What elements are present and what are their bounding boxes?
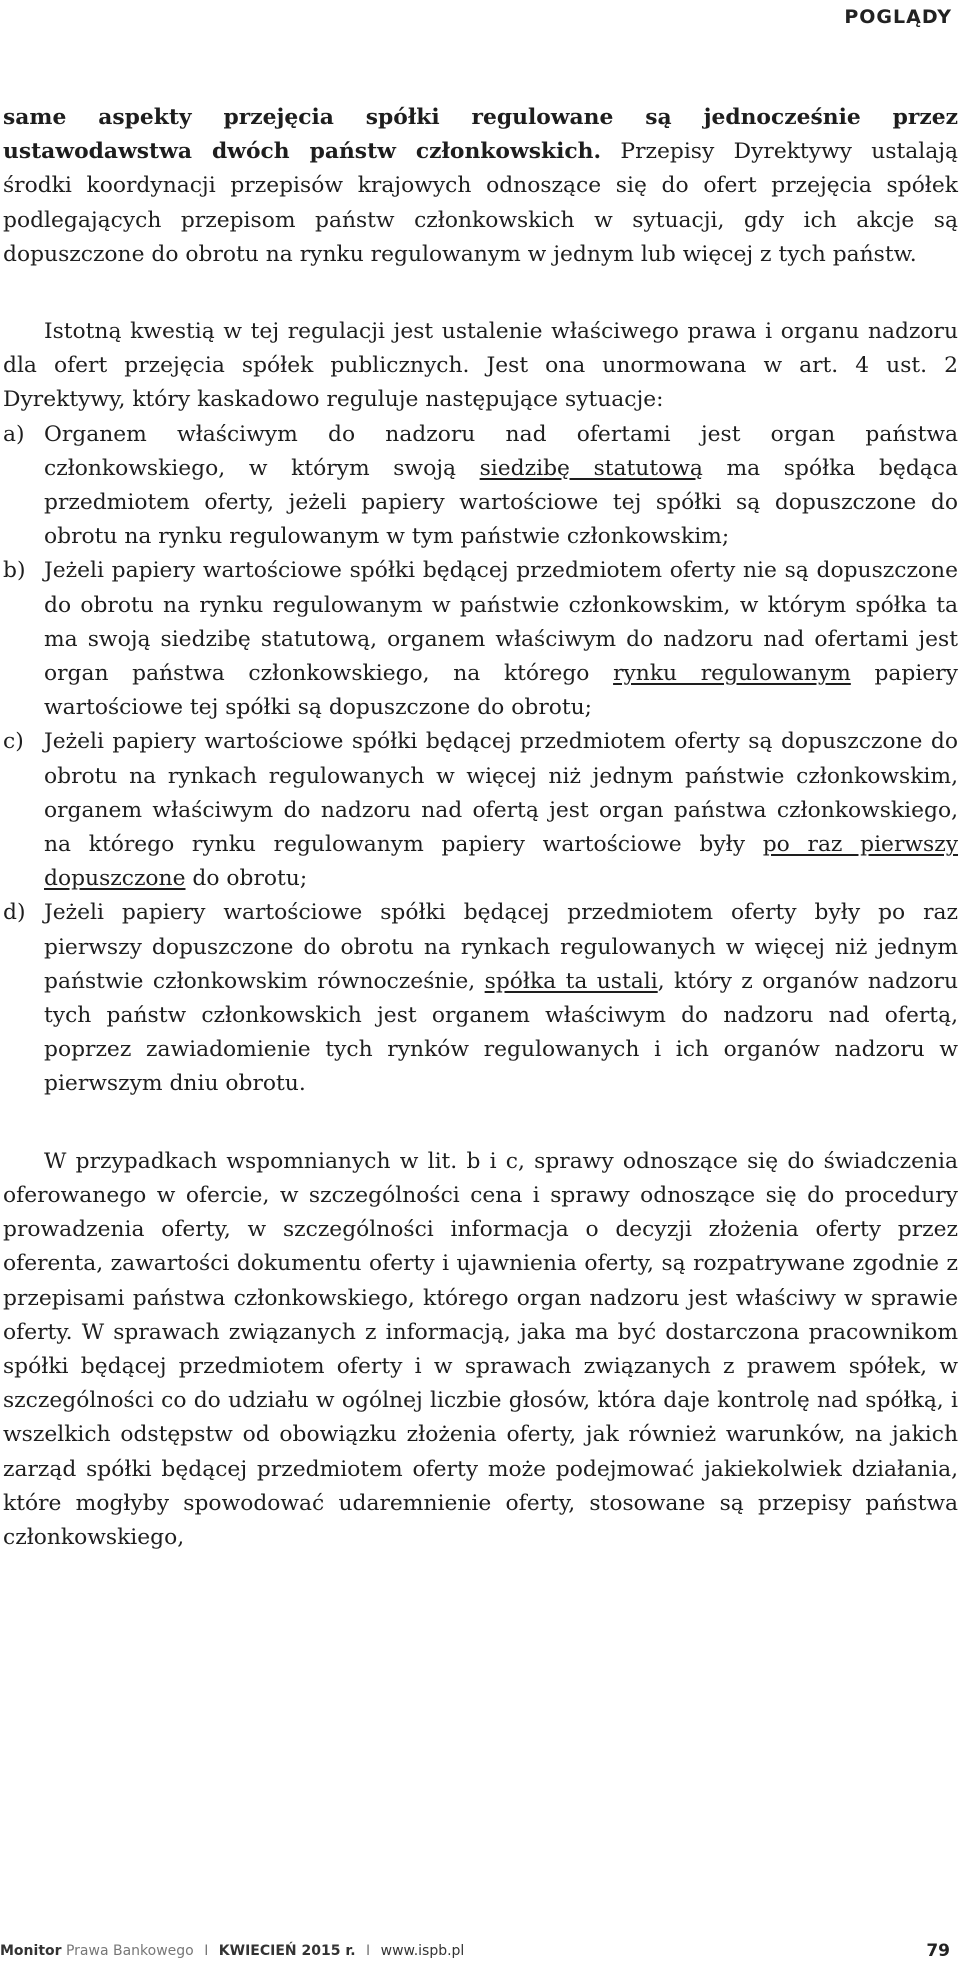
- situation-list: [3, 418, 958, 1102]
- website-link[interactable]: www.ispb.pl: [380, 1943, 465, 1959]
- list-marker: b): [3, 558, 26, 584]
- footer-separator: I: [366, 1943, 371, 1959]
- intro-text: Przepisy Dyrektywy ustalają środki koordynacji przepisów krajowych odnoszące się do ofert przejęcia spółek podlegających przepisom państw członkowskich w sytuacji, gdy ich akcje są dopuszczone do obrotu na rynku regulowanym w jednym lub więcej z tych państw.: [3, 139, 958, 267]
- intro-paragraph: [3, 101, 958, 272]
- list-text: Organem właściwym do nadzoru nad ofertami jest organ państwa członkowskiego, w którym swoją: [44, 421, 958, 481]
- list-text: ma spółka będąca przedmiotem oferty, jeżeli papiery wartościowe tej spółki są dopuszczone do obrotu na rynku regulowanym w tym państwie członkowskim;: [44, 455, 958, 550]
- page-number: 79: [926, 1941, 950, 1961]
- intro-bold-text: same aspekty przejęcia spółki regulowane są jednocześnie przez ustawodawstwa dwóch państw członkowskich.: [3, 105, 958, 165]
- section-label: POGLĄDY: [844, 6, 952, 28]
- underlined-term: spółka ta ustali: [484, 968, 658, 994]
- list-item-d: [3, 896, 958, 1101]
- paragraph-legal-basis: Istotną kwestią w tej regulacji jest ustalenie właściwego prawa i organu nadzoru dla ofert przejęcia spółek publicznych. Jest ona unormowana w art. 4 ust. 2 Dyrektywy, który kaskadowo reguluje następujące sytuacje:: [3, 319, 958, 413]
- issue-date: KWIECIEŃ 2015 r.: [218, 1943, 356, 1959]
- footer-separator: I: [204, 1943, 209, 1959]
- list-item-c: [3, 725, 958, 896]
- list-marker: a): [3, 421, 25, 447]
- underlined-term: rynku regulowanym: [613, 661, 851, 687]
- publication-brand: Monitor: [0, 1943, 62, 1959]
- paragraph-applicable-law: W przypadkach wspomnianych w lit. b i c, sprawy odnoszące się do świadczenia oferowanego w ofercie, w szczególności cena i sprawy odnoszące się do procedury prowadzenia oferty, w szczególności informacja o decyzji złożenia oferty przez oferenta, zawartości dokumentu oferty i ujawnienia oferty, są rozpatrywane zgodnie z przepisami państwa członkowskiego, którego organ nadzoru jest właściwy w sprawie oferty. W sprawach związanych z informacją, jaka ma być dostarczona pracownikom spółki będącej przedmiotem oferty i w sprawach związanych z prawem spółek, w szczególności co do udziału w ogólnej liczbie głosów, która daje kontrolę nad spółką, i wszelkich odstępstw od obowiązku złożenia oferty, jak również warunków, na jakich zarząd spółki będącej przedmiotem oferty może podejmować jakiekolwiek działania, które mogłyby spowodować udaremnienie oferty, stosowane są przepisy państwa członkowskiego,: [3, 1148, 958, 1550]
- article-body: [3, 101, 958, 1555]
- list-text: papiery wartościowe tej spółki są dopuszczone do obrotu;: [44, 661, 958, 721]
- underlined-term: po raz pierwszy dopuszczone: [44, 832, 959, 892]
- list-text: do obrotu;: [185, 866, 308, 892]
- list-text: Jeżeli papiery wartościowe spółki będącej przedmiotem oferty nie są dopuszczone do obrotu na rynku regulowanym w państwie członkowskim, w którym spółka ta ma swoją siedzibę statutową, organem właściwym do nadzoru nad ofertami jest organ państwa członkowskiego, na którego: [44, 558, 958, 687]
- list-text: , który z organów nadzoru tych państw członkowskich jest organem właściwym do nadzoru nad ofertą, poprzez zawiadomienie tych rynków regulowanych i ich organów nadzoru w pierwszym dniu obrotu.: [44, 968, 958, 1097]
- list-item-b: [3, 554, 958, 725]
- list-text: Jeżeli papiery wartościowe spółki będącej przedmiotem oferty są dopuszczone do obrotu na rynkach regulowanych w więcej niż jednym państwie członkowskim, organem właściwym do nadzoru nad ofertą jest organ państwa członkowskiego, na którego rynku regulowanym papiery wartościowe były: [44, 729, 958, 858]
- list-text: Jeżeli papiery wartościowe spółki będącej przedmiotem oferty były po raz pierwszy dopuszczone do obrotu na rynkach regulowanych w więcej niż jednym państwie członkowskim równocześnie,: [44, 900, 958, 994]
- page-footer: [0, 1940, 960, 1962]
- list-item-a: [3, 418, 958, 555]
- list-marker: c): [3, 729, 24, 755]
- underlined-term: siedzibę statutową: [479, 455, 703, 481]
- list-marker: d): [3, 900, 26, 926]
- publication-name: Prawa Bankowego: [65, 1943, 194, 1959]
